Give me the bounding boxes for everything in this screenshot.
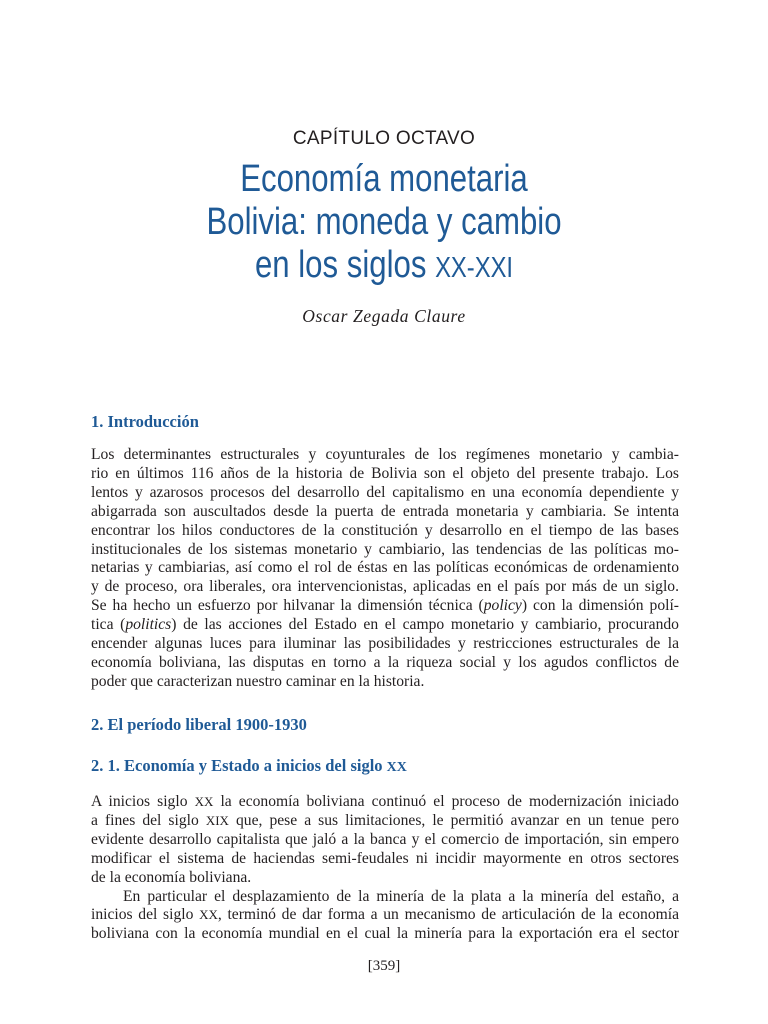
chapter-title-centuries: XX-XXI [435,252,514,284]
subsection-paragraphs [91,793,679,944]
chapter-title [69,158,699,290]
text-line: netarias y cambiarias, así como el rol de éstas en las políticas económicas de ordenamiento [91,559,679,577]
chapter-title-line-1: Economía monetaria [240,158,528,200]
text-line: encontrar los hilos conductores de la constitución y desarrollo en el tiempo de las bases [91,521,679,539]
text-line: encender algunas luces para iluminar las posibilidades y restricciones estructurales de la [91,635,679,653]
text-line: institucionales de los sistemas monetario y cambiario, las tendencias de las políticas mo- [91,540,679,558]
subsection-heading-century: XX [386,760,407,775]
italic-term: policy [483,597,522,615]
chapter-title-line-2: Bolivia: moneda y cambio [206,201,562,243]
text-line: lentos y azarosos procesos del desarrollo del capitalismo en una economía dependiente y [91,483,679,501]
century-numeral: XIX [205,812,229,828]
text-line: A inicios siglo XX la economía boliviana continuó el proceso de modernización iniciado [91,793,679,810]
chapter-title-line-3 [69,244,699,290]
century-numeral: XX [194,794,214,809]
text-line: modificar el sistema de haciendas semi-feudales ni incidir mayormente en otros sectores [91,849,679,867]
subsection-heading-text: 2. 1. Economía y Estado a inicios del siglo [91,756,387,775]
chapter-title-line-3-text: en los siglos [254,244,436,286]
text-line: Se ha hecho un esfuerzo por hilvanar la dimensión técnica (policy) con la dimensión polí- [91,597,679,615]
section-heading-liberal-period: 2. El período liberal 1900-1930 [91,715,307,734]
author-name: Oscar Zegada Claure [302,306,466,326]
text-line: Los determinantes estructurales y coyunturales de los regímenes monetario y cambia- [91,446,679,463]
text-line: En particular el desplazamiento de la minería de la plata a la minería del estaño, a [123,887,679,905]
text-line: economía boliviana, las disputas en torno a la riqueza social y los agudos conflictos de [91,653,679,671]
text-line: boliviana con la economía mundial en el cual la minería para la exportación era el sector [91,925,679,943]
introduction-paragraph [91,446,679,692]
text-line: rio en últimos 116 años de la historia de Bolivia son el objeto del presente trabajo. Los [91,464,679,482]
text-line: a fines del siglo XIX que, pese a sus limitaciones, le permitió avanzar en un tenue pero [91,811,679,829]
text-line: y de proceso, ora liberales, ora intervencionistas, aplicadas en el país por más de un siglo. [91,578,679,596]
text-line: evidente desarrollo capitalista que jaló a la banca y el comercio de importación, sin empero [91,830,679,848]
text-line: de la economía boliviana. [91,868,252,886]
page-number: [359] [367,958,401,974]
text-line: abigarrada son auscultados desde la puerta de entrada monetaria y cambiaria. Se intenta [91,502,679,520]
text-line: tica (politics) de las acciones del Estado en el campo monetario y cambiario, procurando [91,616,679,634]
italic-term: politics [125,616,172,634]
century-numeral: XX [199,907,218,923]
chapter-label: CAPÍTULO OCTAVO [292,128,476,149]
subsection-heading-economy-state [91,756,407,776]
text-line: inicios del siglo XX, terminó de dar forma a un mecanismo de articulación de la economía [91,906,680,924]
text-line: poder que caracterizan nuestro caminar en la historia. [91,672,425,690]
section-heading-introduction: 1. Introducción [91,412,199,431]
